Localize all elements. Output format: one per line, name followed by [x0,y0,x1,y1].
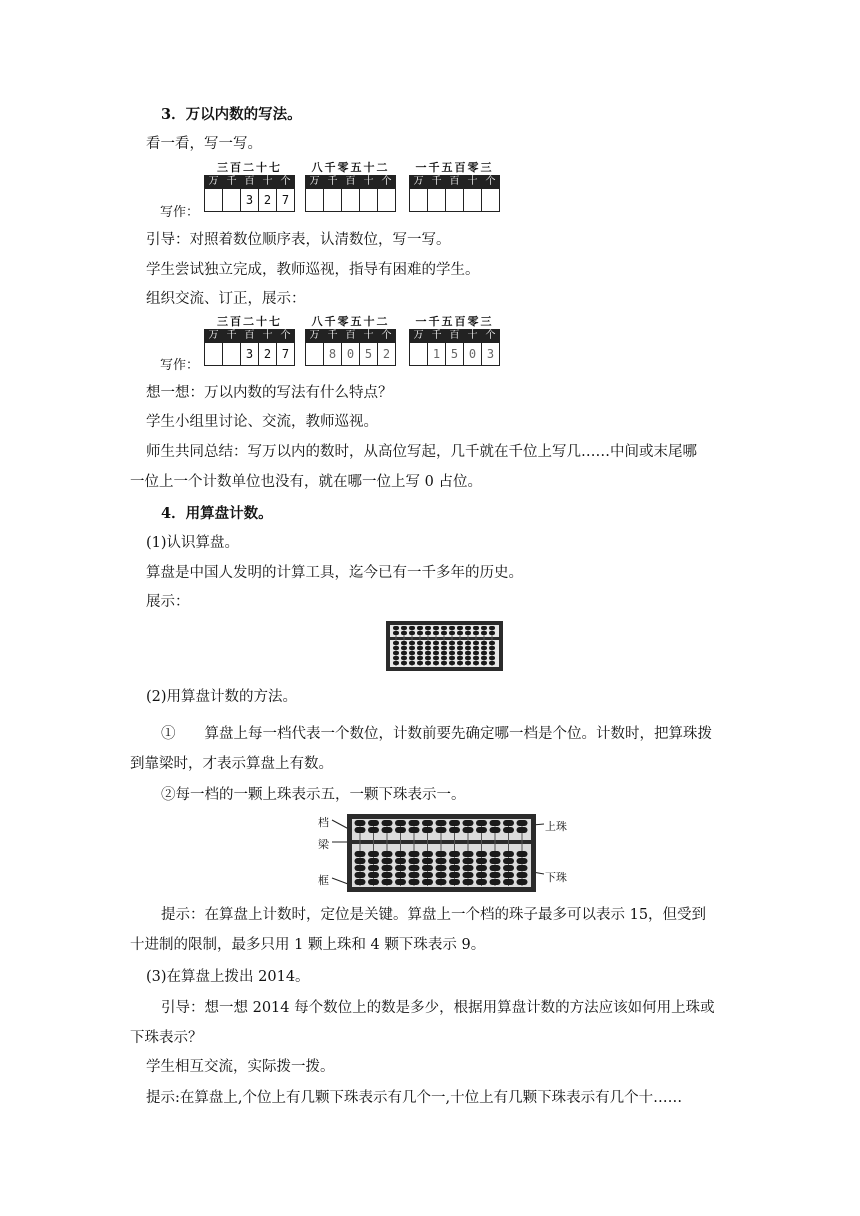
writing-label-answer: 写作： [160,358,200,373]
guide-2-line-1: 引导：想一想 2014 每个数位上的数是多少，根据用算盘计数的方法应该如何用上珠或 [161,1000,715,1016]
lower-bead [436,851,447,857]
upper-bead [503,827,514,833]
lower-bead [401,661,407,665]
lower-bead [382,865,393,871]
lower-bead [503,858,514,864]
digit-cell [464,189,482,212]
upper-bead [481,631,487,635]
number-caption: 三百二十七 [217,315,282,328]
digit-cell [446,189,464,212]
lower-bead [457,656,463,660]
lower-bead [465,646,471,650]
subheading-3: (3)在算盘上拨出 2014。 [146,969,310,985]
upper-bead [441,626,447,630]
lower-bead [368,879,379,885]
lower-bead [425,661,431,665]
digit-cell [205,343,223,366]
upper-bead [422,827,433,833]
lower-bead [476,872,487,878]
lower-bead [368,872,379,878]
lower-bead [476,851,487,857]
place-header: 百 [446,330,464,343]
summary-line-1: 师生共同总结：写万以内的数时，从高位写起，几千就在千位上写几……中间或末尾哪 [146,444,697,460]
upper-bead [449,631,455,635]
lower-bead [449,879,460,885]
lower-bead [422,865,433,871]
upper-bead [425,626,431,630]
upper-bead [481,626,487,630]
place-header: 个 [378,330,396,343]
place-value-group [305,161,396,212]
place-value-group [409,161,500,212]
lower-bead [368,865,379,871]
digit-cell: 0 [464,343,482,366]
upper-bead [355,827,366,833]
lower-bead [355,872,366,878]
upper-bead [473,631,479,635]
place-header: 十 [360,330,378,343]
lower-bead [409,641,415,645]
digit-cell: 7 [277,189,295,212]
lower-bead [449,858,460,864]
lower-bead [417,641,423,645]
upper-bead [422,820,433,826]
digit-cell: 8 [324,343,342,366]
lower-bead [449,651,455,655]
digit-cell: 3 [241,189,259,212]
digit-cell [223,189,241,212]
label-frame: 框 [318,874,329,887]
place-header: 千 [428,330,446,343]
place-header: 万 [205,176,223,189]
upper-bead [436,827,447,833]
lower-bead [489,646,495,650]
upper-bead [355,820,366,826]
place-header: 千 [324,176,342,189]
number-caption: 八千零五十二 [311,161,390,174]
place-header: 个 [378,176,396,189]
guide-text: 引导：对照着数位顺序表，认清数位，写一写。 [146,232,451,248]
upper-bead [436,820,447,826]
lower-bead [417,651,423,655]
lower-bead [465,641,471,645]
lower-bead [449,851,460,857]
exchange-text: 学生相互交流，实际拨一拨。 [146,1059,335,1075]
lower-bead [489,656,495,660]
lower-bead [409,661,415,665]
lower-bead [417,661,423,665]
lower-bead [490,858,501,864]
label-lower-bead: 下珠 [545,871,567,884]
lower-bead [409,656,415,660]
lower-bead [503,851,514,857]
place-header: 万 [306,330,324,343]
lower-bead [489,651,495,655]
lower-bead [473,656,479,660]
lower-bead [393,641,399,645]
upper-bead [395,827,406,833]
lower-bead [409,651,415,655]
upper-bead [382,827,393,833]
lower-bead [463,858,474,864]
upper-bead [395,820,406,826]
lower-bead [401,651,407,655]
upper-bead [393,626,399,630]
point-2: ②每一档的一颗上珠表示五，一颗下珠表示一。 [161,787,466,803]
digit-cell [360,189,378,212]
lower-bead [401,641,407,645]
lower-bead [473,651,479,655]
lower-bead [436,865,447,871]
lower-bead [481,641,487,645]
point-1-line-2: 到靠梁时，才表示算盘上有数。 [130,756,333,772]
lower-bead [463,879,474,885]
digit-cell [410,343,428,366]
number-caption: 一千五百零三 [415,161,494,174]
lower-bead [457,646,463,650]
upper-bead [409,827,420,833]
upper-bead [382,820,393,826]
label-upper-bead: 上珠 [545,820,567,833]
lower-bead [503,865,514,871]
lower-bead [382,872,393,878]
upper-bead [401,626,407,630]
place-header: 十 [464,176,482,189]
lower-bead [425,651,431,655]
lower-bead [449,872,460,878]
digit-cell: 2 [259,343,277,366]
digit-cell [306,189,324,212]
lower-bead [476,865,487,871]
place-header: 十 [259,176,277,189]
lower-bead [395,851,406,857]
lower-bead [517,872,528,878]
lower-bead [463,872,474,878]
upper-bead [368,820,379,826]
place-header: 百 [241,330,259,343]
point-1-line-1: ① 算盘上每一档代表一个数位，计数前要先确定哪一档是个位。计数时，把算珠拨 [161,726,712,742]
place-value-group [204,315,295,366]
digit-cell [342,189,360,212]
tip-2: 提示:在算盘上,个位上有几颗下珠表示有几个一,十位上有几颗下珠表示有几个十…… [146,1090,683,1106]
upper-bead [490,827,501,833]
lower-bead [422,872,433,878]
upper-bead [449,820,460,826]
writing-label: 写作： [160,205,200,220]
lower-bead [465,661,471,665]
upper-bead [401,631,407,635]
lower-bead [463,865,474,871]
show-text: 组织交流、订正，展示： [146,291,306,307]
digit-cell [324,189,342,212]
upper-bead [489,626,495,630]
place-header: 千 [223,176,241,189]
lower-bead [436,858,447,864]
lower-bead [433,656,439,660]
guide-2-line-2: 下珠表示？ [130,1030,203,1046]
lower-bead [449,865,460,871]
lower-bead [395,879,406,885]
subheading-2: (2)用算盘计数的方法。 [146,689,298,705]
upper-bead [433,626,439,630]
number-caption: 三百二十七 [217,161,282,174]
digit-cell [482,189,500,212]
digit-cell: 1 [428,343,446,366]
place-header: 个 [277,176,295,189]
place-header: 万 [205,330,223,343]
look-write-instruction: 看一看，写一写。 [146,136,262,152]
lower-bead [382,851,393,857]
lower-bead [425,656,431,660]
upper-bead [503,820,514,826]
lower-bead [395,865,406,871]
lower-bead [393,661,399,665]
lower-bead [441,646,447,650]
lower-bead [441,661,447,665]
place-value-group [409,315,500,366]
upper-bead [449,827,460,833]
place-header: 万 [410,330,428,343]
discuss-text: 学生小组里讨论、交流，教师巡视。 [146,414,378,430]
lower-bead [422,879,433,885]
lower-bead [441,641,447,645]
upper-bead [463,827,474,833]
digit-cell: 7 [277,343,295,366]
lower-bead [517,865,528,871]
place-header: 个 [482,176,500,189]
lower-bead [409,646,415,650]
lower-bead [393,651,399,655]
place-header: 百 [342,176,360,189]
upper-bead [417,626,423,630]
lower-bead [409,858,420,864]
lower-bead [409,879,420,885]
upper-bead [517,827,528,833]
upper-bead [473,626,479,630]
lower-bead [449,646,455,650]
subheading-1: (1)认识算盘。 [146,535,240,551]
lower-bead [368,858,379,864]
section-3-title: 3．万以内数的写法。 [161,106,302,123]
digit-cell: 5 [360,343,378,366]
place-header: 个 [277,330,295,343]
lower-bead [355,879,366,885]
place-header: 十 [464,330,482,343]
place-header: 十 [259,330,277,343]
lower-bead [457,641,463,645]
upper-bead [457,631,463,635]
digit-cell: 2 [378,343,396,366]
lower-bead [473,661,479,665]
try-text: 学生尝试独立完成，教师巡视，指导有困难的学生。 [146,262,480,278]
lower-bead [449,661,455,665]
lower-bead [517,851,528,857]
digit-cell [378,189,396,212]
digit-cell: 5 [446,343,464,366]
lower-bead [489,661,495,665]
upper-bead [417,631,423,635]
lower-bead [481,646,487,650]
upper-bead [476,820,487,826]
lower-bead [490,851,501,857]
lower-bead [481,661,487,665]
lower-bead [517,858,528,864]
lower-bead [409,851,420,857]
upper-bead [517,820,528,826]
lower-bead [457,651,463,655]
lower-bead [449,656,455,660]
lower-bead [490,865,501,871]
upper-bead [463,820,474,826]
lower-bead [465,651,471,655]
upper-bead [465,631,471,635]
digit-cell [205,189,223,212]
lower-bead [503,872,514,878]
lower-bead [393,646,399,650]
digit-cell: 2 [259,189,277,212]
lower-bead [449,641,455,645]
lower-bead [355,858,366,864]
lower-bead [433,641,439,645]
lower-bead [436,879,447,885]
digit-cell [428,189,446,212]
lower-bead [489,641,495,645]
place-value-group [204,161,295,212]
summary-line-2: 一位上一个计数单位也没有，就在哪一位上写 0 占位。 [130,474,482,490]
lower-bead [517,879,528,885]
lower-bead [401,656,407,660]
lower-bead [457,661,463,665]
upper-bead [441,631,447,635]
label-rod: 档 [318,816,329,829]
lower-bead [481,656,487,660]
lower-bead [441,656,447,660]
digit-cell [223,343,241,366]
lower-bead [409,872,420,878]
place-header: 十 [360,176,378,189]
place-header: 千 [428,176,446,189]
lower-bead [395,858,406,864]
place-header: 百 [446,176,464,189]
place-header: 百 [342,330,360,343]
section-4-title: 4．用算盘计数。 [161,505,273,522]
place-header: 万 [410,176,428,189]
lower-bead [433,651,439,655]
lower-bead [395,872,406,878]
lower-bead [393,656,399,660]
lower-bead [425,646,431,650]
lower-bead [422,858,433,864]
lower-bead [503,879,514,885]
upper-bead [368,827,379,833]
lower-bead [425,641,431,645]
digit-cell: 3 [241,343,259,366]
lower-bead [355,851,366,857]
lower-bead [417,656,423,660]
lower-bead [355,865,366,871]
lower-bead [422,851,433,857]
digit-cell: 0 [342,343,360,366]
upper-bead [393,631,399,635]
lower-bead [490,872,501,878]
tip-1-line-2: 十进制的限制，最多只用 1 颗上珠和 4 颗下珠表示 9。 [130,937,486,953]
upper-bead [449,626,455,630]
lower-bead [476,858,487,864]
abacus-image [385,620,504,672]
lower-bead [401,646,407,650]
lower-bead [490,879,501,885]
labeled-abacus-diagram [346,813,537,893]
place-header: 百 [241,176,259,189]
show-label: 展示： [146,594,190,610]
upper-bead [409,820,420,826]
upper-bead [425,631,431,635]
label-beam: 梁 [318,838,329,851]
upper-bead [465,626,471,630]
place-header: 万 [306,176,324,189]
upper-bead [409,631,415,635]
lower-bead [465,656,471,660]
digit-cell [306,343,324,366]
upper-bead [457,626,463,630]
lower-bead [476,879,487,885]
abacus-intro: 算盘是中国人发明的计算工具，迄今已有一千多年的历史。 [146,565,523,581]
place-header: 千 [324,330,342,343]
lower-bead [368,851,379,857]
lower-bead [382,879,393,885]
number-caption: 一千五百零三 [415,315,494,328]
upper-bead [433,631,439,635]
lower-bead [463,851,474,857]
lower-bead [436,872,447,878]
place-value-group [305,315,396,366]
number-caption: 八千零五十二 [311,315,390,328]
upper-bead [409,626,415,630]
think-text: 想一想：万以内数的写法有什么特点？ [146,385,393,401]
lower-bead [441,651,447,655]
lower-bead [433,646,439,650]
lower-bead [409,865,420,871]
upper-bead [490,820,501,826]
lower-bead [473,641,479,645]
digit-cell: 3 [482,343,500,366]
digit-cell [410,189,428,212]
tip-1-line-1: 提示：在算盘上计数时，定位是关键。算盘上一个档的珠子最多可以表示 15，但受到 [161,907,707,923]
lower-bead [473,646,479,650]
upper-bead [476,827,487,833]
lower-bead [417,646,423,650]
place-header: 个 [482,330,500,343]
lower-bead [481,651,487,655]
place-header: 千 [223,330,241,343]
upper-bead [489,631,495,635]
lower-bead [382,858,393,864]
lower-bead [433,661,439,665]
